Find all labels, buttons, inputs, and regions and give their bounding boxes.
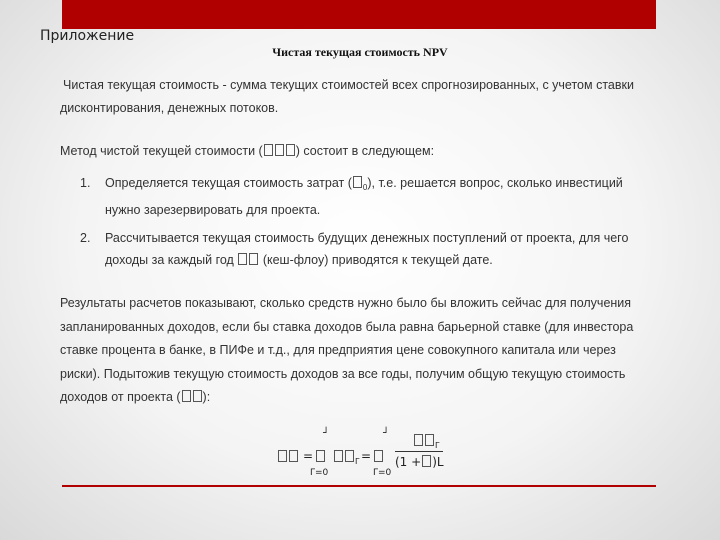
list-number: 2. <box>80 231 91 245</box>
missing-glyph <box>182 390 191 402</box>
results-line: риски). Подытожив текущую стоимость доходов за все годы, получим общую текущую стоимость <box>60 366 626 381</box>
subscript: Γ <box>355 457 360 466</box>
missing-glyph <box>238 253 247 265</box>
denominator-suffix: )L <box>432 455 444 469</box>
top-accent-bar <box>62 0 656 29</box>
missing-glyph <box>278 450 287 462</box>
sum-lower-limit: Γ=0 <box>310 468 329 478</box>
section-label: Приложение <box>40 28 135 44</box>
missing-glyph <box>249 253 258 265</box>
missing-glyph <box>374 450 383 462</box>
missing-glyph <box>425 434 434 446</box>
fraction-numerator <box>413 434 439 450</box>
subscript: Γ <box>435 441 440 450</box>
step-2-text-c: (кеш-флоу) приводятся к текущей дате. <box>262 253 493 267</box>
method-intro-start: Метод чистой текущей стоимости ( <box>60 144 263 158</box>
missing-glyph <box>275 144 284 156</box>
missing-glyph <box>334 450 343 462</box>
method-intro <box>60 142 434 160</box>
missing-glyph <box>286 144 295 156</box>
results-paragraph <box>60 292 660 410</box>
results-text: ): <box>202 390 211 404</box>
formula-eq: = <box>303 449 314 463</box>
intro-line-2: дисконтирования, денежных потоков. <box>60 101 279 115</box>
missing-glyph <box>264 144 273 156</box>
sum-lower-limit-2: Γ=0 <box>373 468 392 478</box>
missing-glyph <box>316 450 325 462</box>
intro-paragraph <box>60 74 660 120</box>
formula-eq-2: = <box>361 449 372 463</box>
missing-glyph <box>353 176 362 188</box>
fraction-denominator <box>395 455 444 469</box>
subscript: 0 <box>362 183 368 192</box>
fraction-bar <box>395 451 443 452</box>
missing-glyph <box>422 455 431 467</box>
formula-lhs <box>277 450 299 464</box>
results-line: запланированных доходов, если бы ставка доходов была равна барьерной ставке (для инвестора <box>60 319 634 334</box>
sum-sign-2 <box>373 450 384 464</box>
denominator-prefix: (1 + <box>395 455 422 469</box>
page-title: Чистая текущая стоимость NPV <box>272 45 448 59</box>
method-intro-end: ) состоит в следующем: <box>295 144 435 158</box>
sum-upper-limit-2: ┘ <box>383 428 390 439</box>
formula-term <box>333 450 359 466</box>
results-line: ставке процента в банке, в ПИФе и т.д., для предприятия цене совокупного капитала или через <box>60 343 616 357</box>
bottom-accent-line <box>62 485 656 487</box>
results-line-last <box>60 386 660 410</box>
step-2-text-b: доходы за каждый год <box>105 253 234 267</box>
missing-glyph <box>193 390 202 402</box>
missing-glyph <box>345 450 354 462</box>
npv-formula <box>277 424 457 484</box>
results-text: доходов от проекта ( <box>60 390 181 404</box>
step-1-text-b: ), т.е. решается вопрос, сколько инвестиций <box>367 176 623 190</box>
list-number: 1. <box>80 176 91 190</box>
sum-sign <box>315 450 326 464</box>
step-1-text-c: нужно зарезервировать для проекта. <box>105 203 321 217</box>
results-line: Результаты расчетов показывают, сколько средств нужно было бы вложить сейчас для получения <box>60 296 632 310</box>
step-2-text-a: Рассчитывается текущая стоимость будущих денежных поступлений от проекта, для чего <box>105 231 629 245</box>
missing-glyph <box>289 450 298 462</box>
step-1-text-a: Определяется текущая стоимость затрат ( <box>105 176 352 190</box>
intro-line-1: Чистая текущая стоимость - сумма текущих стоимостей всех спрогнозированных, с учетом ставки <box>63 78 634 92</box>
missing-glyph <box>414 434 423 446</box>
sum-upper-limit: ┘ <box>323 428 330 439</box>
